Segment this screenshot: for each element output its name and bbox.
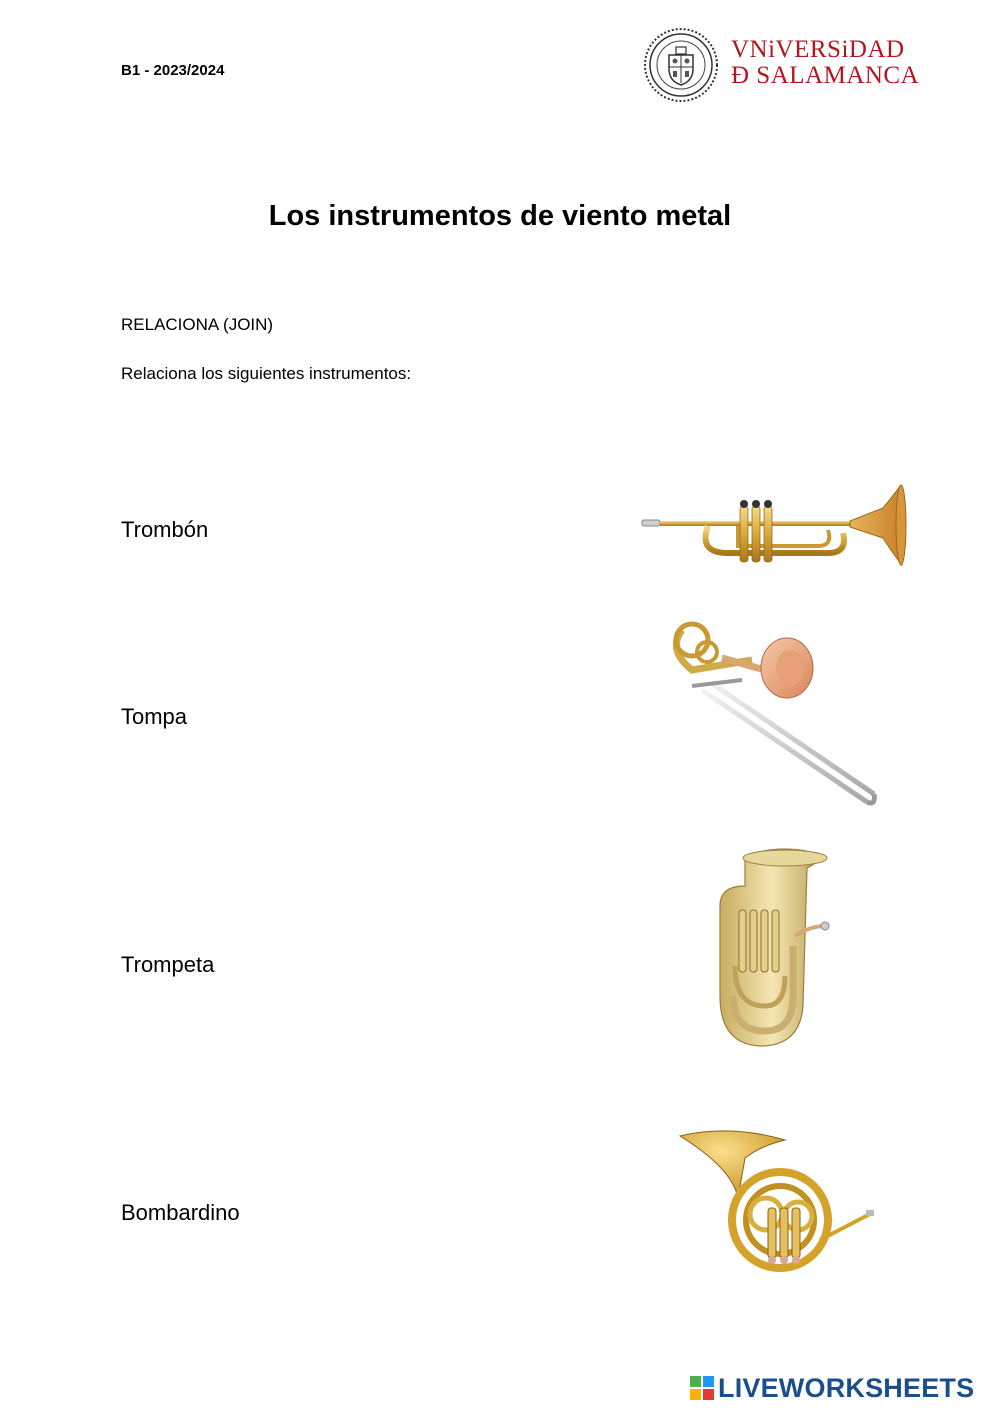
- university-seal-icon: [643, 27, 719, 103]
- trumpet-image[interactable]: [638, 478, 908, 573]
- university-logo: [643, 27, 920, 103]
- term-item-4[interactable]: Bombardino: [121, 1200, 240, 1225]
- university-name: [731, 37, 919, 89]
- liveworksheets-logo: [690, 1371, 974, 1405]
- page-title: Los instrumentos de viento metal: [268, 200, 732, 232]
- french-horn-image[interactable]: [670, 1128, 875, 1288]
- liveworksheets-mark-icon: [690, 1376, 714, 1400]
- term-item-2[interactable]: Tompa: [121, 704, 188, 729]
- trombone-image[interactable]: [662, 610, 882, 815]
- liveworksheets-wordmark: LIVEWORKSHEETS: [718, 1372, 975, 1403]
- course-label: B1 - 2023/2024: [121, 62, 225, 79]
- term-item-3[interactable]: Trompeta: [121, 952, 215, 977]
- university-name-line1: VNiVERSiDAD: [731, 36, 905, 63]
- instruction-text: Relaciona los siguientes instrumentos:: [121, 364, 412, 383]
- term-item-1[interactable]: Trombón: [121, 517, 209, 542]
- instruction-heading: RELACIONA (JOIN): [121, 315, 274, 334]
- university-name-line2: Ð SALAMANCA: [731, 62, 920, 89]
- euphonium-image[interactable]: [705, 846, 835, 1054]
